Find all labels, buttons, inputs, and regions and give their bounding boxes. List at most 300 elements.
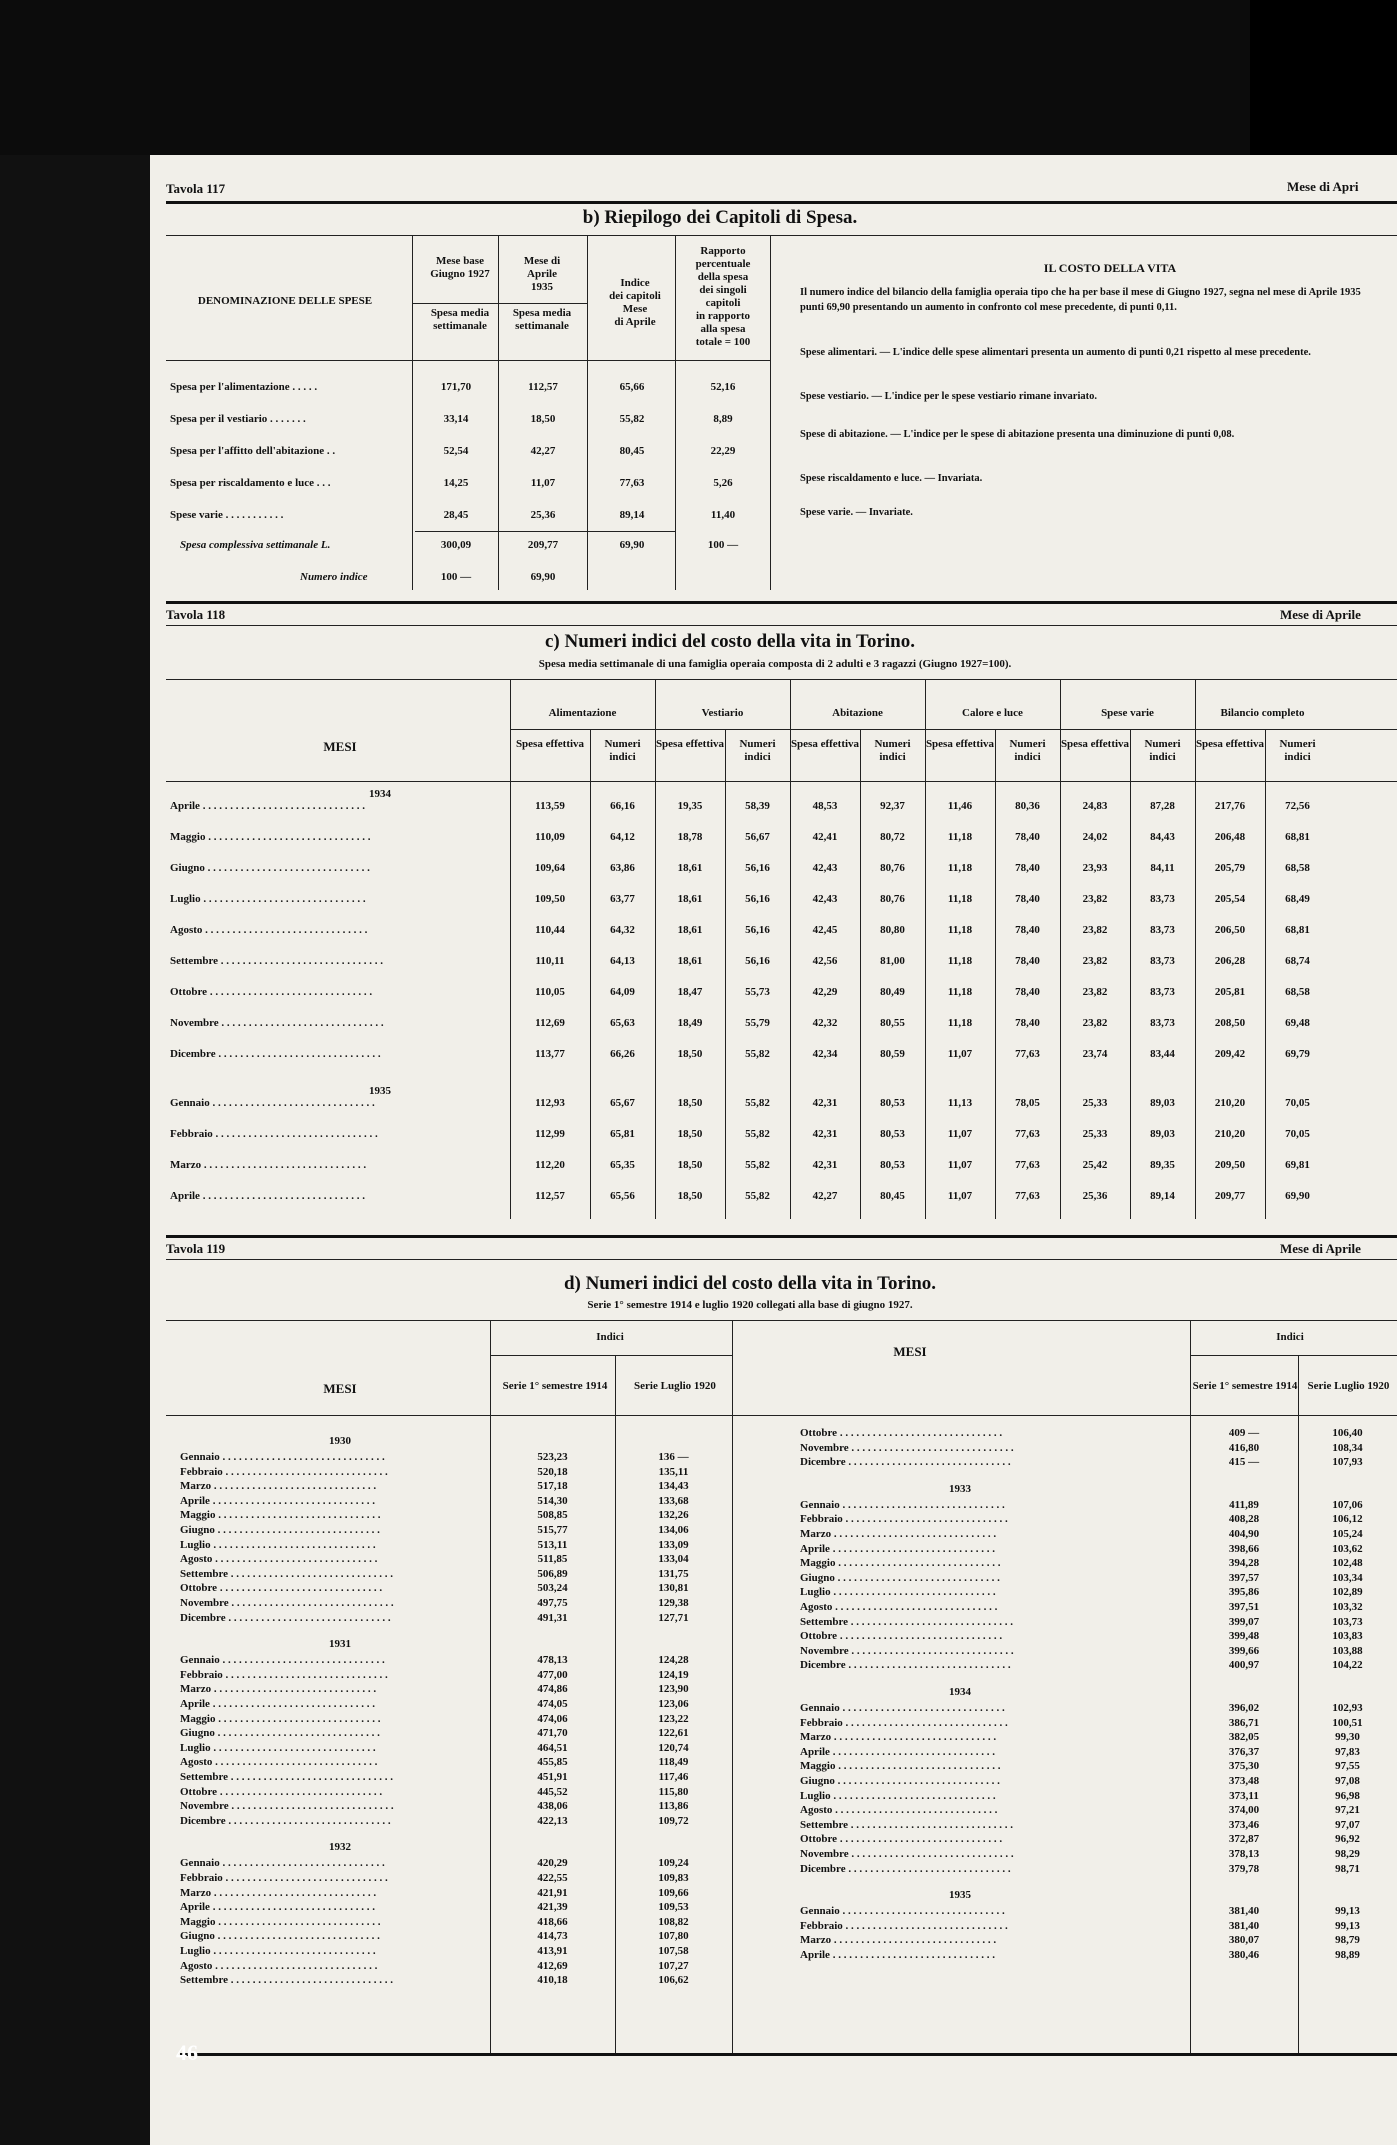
- table-cell: 106,12: [1332, 1513, 1363, 1526]
- table-cell: 63,86: [610, 862, 635, 874]
- table-cell: 115,80: [658, 1785, 689, 1798]
- table-cell: 129,38: [658, 1597, 689, 1609]
- table-cell: 83,73: [1150, 893, 1175, 905]
- note-paragraph: Il numero indice del bilancio della famiglia operaia tipo che ha per base il mese di Giugno 1927, segna nel mese di Aprile 1935 punti 69,90 presentando un aumento in confronto col mese precedente, di punti 0,11.: [800, 287, 1361, 313]
- month-label: Marzo . . . . . . . . . . . . . . . . . . . . . . . . . . . . . .: [800, 1731, 997, 1744]
- table-cell: 497,75: [537, 1597, 568, 1609]
- month-label: Agosto . . . . . . . . . . . . . . . . . . . . . . . . . . . . . .: [180, 1756, 378, 1769]
- table-cell: 110,44: [535, 924, 565, 936]
- table-cell: 84,43: [1150, 831, 1175, 843]
- sub-header-indici: Numeri indici: [1144, 738, 1181, 763]
- table-cell: 513,11: [537, 1538, 568, 1551]
- table-cell: 464,51: [537, 1741, 568, 1754]
- table-cell: 70,05: [1285, 1128, 1310, 1140]
- table-cell: 97,83: [1335, 1745, 1360, 1758]
- rule: [166, 625, 1397, 626]
- table-119-tag: Tavola 119: [166, 1241, 226, 1256]
- table-cell: 113,86: [658, 1800, 689, 1813]
- table-cell: 398,66: [1228, 1542, 1260, 1555]
- cell-indice: 69,90: [619, 539, 645, 551]
- table-cell: 112,69: [535, 1017, 565, 1029]
- cell-mese: 11,07: [530, 477, 556, 489]
- table-cell: 130,81: [658, 1582, 689, 1595]
- table-cell: 503,24: [537, 1582, 568, 1595]
- table-cell: 477,00: [537, 1668, 568, 1681]
- table-cell: 55,82: [745, 1128, 770, 1140]
- month-label: Giugno . . . . . . . . . . . . . . . . . . . . . . . . . . . . . .: [180, 1930, 380, 1943]
- col-header-indici: Indici: [596, 1331, 624, 1343]
- col-header-rapporto: in rapporto: [695, 310, 751, 322]
- cell-mese: 25,36: [530, 509, 556, 521]
- col-header-rapporto: percentuale: [695, 258, 751, 270]
- table-cell: 66,16: [610, 800, 635, 812]
- table-cell: 205,81: [1214, 986, 1246, 998]
- table-cell: 133,04: [658, 1553, 689, 1566]
- table-cell: 127,71: [658, 1611, 689, 1624]
- cell-mese: 42,27: [530, 445, 556, 457]
- month-label: Luglio . . . . . . . . . . . . . . . . . . . . . . . . . . . . . .: [800, 1789, 996, 1802]
- table-cell: 514,30: [537, 1494, 568, 1507]
- month-label: Settembre . . . . . . . . . . . . . . . . . . . . . . . . . . . . . .: [180, 1567, 394, 1580]
- table-cell: 206,50: [1214, 924, 1246, 936]
- table-cell: 420,29: [537, 1857, 568, 1870]
- table-cell: 100,51: [1332, 1716, 1363, 1729]
- cell-base: 52,54: [443, 445, 469, 457]
- table-cell: 421,39: [537, 1901, 568, 1914]
- month-label: Maggio . . . . . . . . . . . . . . . . . . . . . . . . . . . . . .: [180, 1509, 381, 1522]
- table-cell: 80,36: [1015, 800, 1040, 812]
- table-cell: 80,76: [880, 862, 905, 874]
- month-label: Febbraio . . . . . . . . . . . . . . . . . . . . . . . . . . . . . .: [180, 1668, 388, 1681]
- table-cell: 508,85: [537, 1509, 568, 1522]
- rule: [180, 2053, 1397, 2056]
- col-header-mese: Spesa media: [512, 307, 572, 319]
- table-cell: 23,74: [1082, 1048, 1108, 1060]
- table-cell: 408,28: [1228, 1513, 1260, 1526]
- table-cell: 69,90: [1285, 1190, 1310, 1202]
- table-cell: 107,58: [658, 1945, 689, 1957]
- cell-rapporto: 52,16: [710, 381, 736, 393]
- table-cell: 102,48: [1332, 1557, 1363, 1570]
- table-cell: 11,07: [947, 1128, 973, 1140]
- sub-header-indici: Numeri indici: [1279, 738, 1316, 763]
- table-cell: 133,68: [658, 1494, 689, 1507]
- table-cell: 23,82: [1082, 955, 1108, 967]
- col-header-base: settimanale: [433, 320, 487, 332]
- table-cell: 478,13: [537, 1654, 568, 1667]
- table-cell: 107,27: [658, 1959, 689, 1972]
- table-cell: 422,13: [537, 1814, 568, 1827]
- month-label: Novembre . . . . . . . . . . . . . . . . . . . . . . . . . . . . . .: [800, 1848, 1014, 1860]
- table-cell: 80,59: [880, 1048, 905, 1060]
- table-cell: 132,26: [658, 1509, 689, 1522]
- table-cell: 18,50: [677, 1159, 703, 1171]
- table-cell: 19,35: [677, 800, 703, 812]
- table-cell: 23,82: [1082, 924, 1108, 936]
- table-cell: 99,30: [1335, 1731, 1360, 1744]
- table-cell: 65,56: [610, 1190, 635, 1202]
- table-cell: 69,48: [1285, 1017, 1310, 1029]
- month-label: Marzo . . . . . . . . . . . . . . . . . . . . . . . . . . . . . .: [170, 1159, 367, 1171]
- table-cell: 78,40: [1015, 986, 1040, 998]
- month-label: Settembre . . . . . . . . . . . . . . . . . . . . . . . . . . . . . .: [180, 1771, 394, 1783]
- table-cell: 109,24: [658, 1857, 689, 1870]
- month-label: Ottobre . . . . . . . . . . . . . . . . . . . . . . . . . . . . . .: [170, 986, 373, 998]
- table-cell: 109,83: [658, 1872, 689, 1884]
- cell-mese: 209,77: [527, 539, 559, 551]
- table-cell: 55,79: [745, 1017, 770, 1029]
- table-118-tag: Tavola 118: [166, 607, 226, 622]
- table-cell: 83,73: [1150, 1017, 1175, 1029]
- table-cell: 11,07: [947, 1190, 973, 1202]
- col-header-base: Giugno 1927: [430, 268, 490, 280]
- table-cell: 110,09: [535, 831, 565, 843]
- month-label: Ottobre . . . . . . . . . . . . . . . . . . . . . . . . . . . . . .: [180, 1582, 383, 1595]
- note-paragraph: Spese varie. — Invariate.: [800, 507, 913, 518]
- table-cell: 89,14: [1150, 1190, 1175, 1202]
- table-cell: 18,50: [677, 1128, 703, 1140]
- table-cell: 208,50: [1214, 1017, 1246, 1029]
- table-cell: 80,72: [880, 831, 905, 843]
- month-label: Marzo . . . . . . . . . . . . . . . . . . . . . . . . . . . . . .: [180, 1886, 377, 1899]
- table-cell: 205,54: [1214, 893, 1246, 905]
- table-cell: 102,93: [1332, 1702, 1363, 1714]
- table-cell: 42,43: [812, 862, 838, 874]
- table-cell: 103,32: [1332, 1601, 1363, 1613]
- grid-line: [587, 235, 588, 590]
- table-cell: 112,99: [535, 1128, 565, 1140]
- table-cell: 11,07: [947, 1159, 973, 1171]
- table-cell: 78,40: [1015, 955, 1040, 967]
- table-cell: 381,40: [1228, 1905, 1260, 1918]
- note-title: IL COSTO DELLA VITA: [1043, 261, 1177, 275]
- month-label: Settembre . . . . . . . . . . . . . . . . . . . . . . . . . . . . . .: [800, 1615, 1014, 1628]
- month-label: Agosto . . . . . . . . . . . . . . . . . . . . . . . . . . . . . .: [800, 1601, 998, 1613]
- table-cell: 511,85: [537, 1553, 568, 1566]
- table-cell: 381,40: [1228, 1919, 1260, 1932]
- month-label: Ottobre . . . . . . . . . . . . . . . . . . . . . . . . . . . . . .: [180, 1785, 383, 1798]
- year-label: 1934: [369, 788, 391, 800]
- table-cell: 396,02: [1228, 1702, 1260, 1714]
- table-cell: 209,50: [1214, 1159, 1246, 1171]
- table-cell: 24,02: [1082, 831, 1108, 843]
- table-cell: 113,59: [535, 800, 565, 812]
- table-cell: 131,75: [658, 1567, 689, 1580]
- table-cell: 68,58: [1285, 862, 1310, 874]
- sub-header-spesa: Spesa effettiva: [925, 738, 995, 750]
- table-cell: 42,56: [812, 955, 838, 967]
- table-cell: 55,82: [745, 1190, 770, 1202]
- month-label: Settembre . . . . . . . . . . . . . . . . . . . . . . . . . . . . . .: [170, 955, 384, 967]
- table-cell: 11,18: [947, 986, 973, 998]
- table-cell: 80,53: [880, 1097, 905, 1109]
- table-119-title: d) Numeri indici del costo della vita in Torino.: [563, 1273, 937, 1294]
- month-label: Ottobre . . . . . . . . . . . . . . . . . . . . . . . . . . . . . .: [800, 1630, 1003, 1643]
- month-label: Novembre . . . . . . . . . . . . . . . . . . . . . . . . . . . . . .: [170, 1017, 384, 1029]
- month-label: Febbraio . . . . . . . . . . . . . . . . . . . . . . . . . . . . . .: [800, 1513, 1008, 1526]
- month-label: Dicembre . . . . . . . . . . . . . . . . . . . . . . . . . . . . . .: [170, 1048, 381, 1060]
- grid-line: [1190, 1355, 1397, 1356]
- table-cell: 42,31: [812, 1159, 838, 1171]
- table-cell: 11,07: [947, 1048, 973, 1060]
- table-cell: 103,34: [1332, 1571, 1363, 1584]
- table-cell: 98,79: [1335, 1934, 1360, 1947]
- table-cell: 11,13: [947, 1097, 973, 1109]
- month-label: Ottobre . . . . . . . . . . . . . . . . . . . . . . . . . . . . . .: [800, 1427, 1003, 1439]
- table-cell: 378,13: [1228, 1848, 1260, 1860]
- table-cell: 96,98: [1335, 1789, 1360, 1802]
- table-cell: 375,30: [1228, 1760, 1260, 1773]
- row-label: Numero indice: [300, 571, 368, 583]
- table-cell: 89,03: [1150, 1128, 1175, 1140]
- table-cell: 372,87: [1228, 1833, 1260, 1846]
- table-cell: 474,06: [537, 1712, 568, 1725]
- col-header-mese: Aprile: [527, 268, 557, 280]
- table-cell: 80,76: [880, 893, 905, 905]
- cell-mese: 18,50: [530, 413, 556, 425]
- table-cell: 409 —: [1228, 1427, 1260, 1439]
- table-cell: 11,18: [947, 831, 973, 843]
- table-cell: 411,89: [1229, 1498, 1259, 1511]
- col-header-indice: Indice: [620, 277, 650, 289]
- month-label: Agosto . . . . . . . . . . . . . . . . . . . . . . . . . . . . . .: [180, 1553, 378, 1566]
- cell-rapporto: 5,26: [713, 477, 733, 489]
- cell-rapporto: 100 —: [707, 539, 739, 551]
- table-cell: 65,35: [610, 1159, 635, 1171]
- table-cell: 42,29: [812, 986, 838, 998]
- table-cell: 68,58: [1285, 986, 1310, 998]
- table-cell: 80,49: [880, 986, 905, 998]
- rule: [166, 679, 1397, 680]
- month-label: Gennaio . . . . . . . . . . . . . . . . . . . . . . . . . . . . . .: [180, 1451, 385, 1463]
- rule: [166, 1320, 1397, 1321]
- table-cell: 445,52: [537, 1785, 568, 1798]
- col-group-header: Calore e luce: [962, 707, 1023, 719]
- table-cell: 66,26: [610, 1048, 635, 1060]
- table-cell: 65,67: [610, 1097, 635, 1109]
- table-cell: 80,80: [880, 924, 905, 936]
- month-label: Ottobre . . . . . . . . . . . . . . . . . . . . . . . . . . . . . .: [800, 1833, 1003, 1846]
- table-cell: 25,36: [1082, 1190, 1108, 1202]
- table-cell: 134,43: [658, 1480, 689, 1493]
- table-cell: 103,73: [1332, 1615, 1363, 1628]
- table-cell: 515,77: [537, 1524, 568, 1536]
- table-cell: 123,22: [658, 1712, 689, 1725]
- month-label: Giugno . . . . . . . . . . . . . . . . . . . . . . . . . . . . . .: [800, 1775, 1000, 1787]
- month-label: Luglio . . . . . . . . . . . . . . . . . . . . . . . . . . . . . .: [180, 1741, 376, 1754]
- table-cell: 416,80: [1228, 1441, 1260, 1454]
- month-label: Maggio . . . . . . . . . . . . . . . . . . . . . . . . . . . . . .: [800, 1557, 1001, 1570]
- cell-rapporto: 11,40: [710, 509, 736, 521]
- col-header-rapporto: capitoli: [705, 297, 741, 309]
- table-cell: 400,97: [1228, 1659, 1260, 1672]
- month-label: Febbraio . . . . . . . . . . . . . . . . . . . . . . . . . . . . . .: [180, 1872, 388, 1884]
- table-cell: 210,20: [1214, 1097, 1246, 1109]
- table-cell: 399,66: [1228, 1644, 1260, 1657]
- table-cell: 89,03: [1150, 1097, 1175, 1109]
- table-cell: 117,46: [658, 1771, 689, 1783]
- table-cell: 97,08: [1335, 1775, 1360, 1787]
- table-117-tag: Tavola 117: [166, 181, 226, 196]
- table-cell: 206,28: [1214, 955, 1246, 967]
- col-header-indice: dei capitoli: [609, 290, 661, 302]
- col-group-header: Alimentazione: [548, 707, 617, 719]
- table-cell: 124,28: [658, 1654, 689, 1667]
- table-cell: 56,67: [745, 831, 770, 843]
- table-cell: 455,85: [537, 1756, 568, 1769]
- cell-indice: 65,66: [619, 381, 645, 393]
- year-label: 1930: [329, 1435, 351, 1447]
- table-cell: 410,18: [537, 1974, 568, 1987]
- table-cell: 83,73: [1150, 924, 1175, 936]
- table-cell: 83,73: [1150, 986, 1175, 998]
- sub-header-indici: Numeri indici: [739, 738, 776, 763]
- month-label: Dicembre . . . . . . . . . . . . . . . . . . . . . . . . . . . . . .: [800, 1862, 1011, 1875]
- month-label: Luglio . . . . . . . . . . . . . . . . . . . . . . . . . . . . . .: [800, 1586, 996, 1599]
- table-cell: 84,11: [1150, 862, 1175, 874]
- month-label: Luglio . . . . . . . . . . . . . . . . . . . . . . . . . . . . . .: [170, 893, 366, 905]
- col-header-mesi: MESI: [893, 1344, 927, 1359]
- col-header-rapporto: Rapporto: [700, 245, 746, 257]
- table-cell: 104,22: [1332, 1659, 1363, 1672]
- month-label: Marzo . . . . . . . . . . . . . . . . . . . . . . . . . . . . . .: [180, 1683, 377, 1696]
- sub-header-spesa: Spesa effettiva: [515, 738, 585, 750]
- grid-line: [490, 1355, 732, 1356]
- month-label: Dicembre . . . . . . . . . . . . . . . . . . . . . . . . . . . . . .: [800, 1456, 1011, 1469]
- month-label: Febbraio . . . . . . . . . . . . . . . . . . . . . . . . . . . . . .: [180, 1465, 388, 1478]
- table-cell: 77,63: [1015, 1190, 1040, 1202]
- table-cell: 78,40: [1015, 924, 1040, 936]
- table-cell: 68,49: [1285, 893, 1310, 905]
- month-label: Aprile . . . . . . . . . . . . . . . . . . . . . . . . . . . . . .: [180, 1901, 375, 1914]
- table-cell: 380,46: [1228, 1949, 1260, 1961]
- table-cell: 11,46: [947, 800, 973, 812]
- cell-rapporto: 22,29: [710, 445, 736, 457]
- table-118-month-tag: Mese di Aprile: [1280, 607, 1361, 622]
- col-header-mesi: MESI: [323, 739, 357, 754]
- month-label: Marzo . . . . . . . . . . . . . . . . . . . . . . . . . . . . . .: [800, 1934, 997, 1947]
- table-cell: 11,18: [947, 924, 973, 936]
- table-cell: 89,35: [1150, 1159, 1175, 1171]
- year-label: 1931: [329, 1638, 351, 1651]
- table-cell: 63,77: [610, 893, 635, 905]
- table-cell: 112,57: [535, 1190, 565, 1202]
- grid-line: [412, 303, 587, 304]
- table-cell: 98,89: [1335, 1949, 1360, 1961]
- month-label: Giugno . . . . . . . . . . . . . . . . . . . . . . . . . . . . . .: [180, 1727, 380, 1740]
- rule: [796, 235, 1397, 236]
- table-cell: 98,29: [1335, 1848, 1360, 1860]
- cell-rapporto: 8,89: [713, 413, 733, 425]
- table-cell: 11,18: [947, 1017, 973, 1029]
- col-header-serie-a: Serie 1° semestre 1914: [1192, 1380, 1298, 1392]
- col-header-rapporto: dei singoli: [699, 284, 747, 296]
- table-cell: 133,09: [658, 1538, 689, 1551]
- table-cell: 80,53: [880, 1159, 905, 1171]
- table-cell: 112,93: [535, 1097, 565, 1109]
- table-cell: 112,20: [535, 1159, 565, 1171]
- table-cell: 18,50: [677, 1190, 703, 1202]
- table-cell: 474,86: [537, 1683, 568, 1696]
- col-header-serie-a: Serie 1° semestre 1914: [502, 1380, 608, 1392]
- table-cell: 23,82: [1082, 986, 1108, 998]
- table-cell: 109,66: [658, 1886, 689, 1899]
- table-cell: 110,05: [535, 986, 565, 998]
- table-cell: 78,05: [1015, 1097, 1040, 1109]
- table-cell: 18,61: [677, 924, 703, 936]
- table-cell: 78,40: [1015, 862, 1040, 874]
- col-group-header: Abitazione: [832, 707, 883, 719]
- month-label: Aprile . . . . . . . . . . . . . . . . . . . . . . . . . . . . . .: [800, 1542, 995, 1555]
- month-label: Maggio . . . . . . . . . . . . . . . . . . . . . . . . . . . . . .: [800, 1760, 1001, 1773]
- col-header-mese: settimanale: [515, 320, 569, 332]
- year-label: 1932: [329, 1841, 351, 1854]
- month-label: Luglio . . . . . . . . . . . . . . . . . . . . . . . . . . . . . .: [180, 1538, 376, 1551]
- table-cell: 380,07: [1228, 1934, 1260, 1947]
- table-cell: 135,11: [658, 1465, 689, 1478]
- row-label: Spesa per l'alimentazione . . . . .: [170, 381, 318, 393]
- table-cell: 474,05: [537, 1698, 568, 1710]
- cell-indice: 80,45: [619, 445, 645, 457]
- table-cell: 42,45: [812, 924, 838, 936]
- grid-line: [732, 1320, 733, 2053]
- table-cell: 80,45: [880, 1190, 905, 1202]
- table-cell: 56,16: [745, 924, 770, 936]
- col-header-rapporto: alla spesa: [700, 323, 746, 335]
- grid-line: [415, 531, 675, 532]
- cell-mese: 112,57: [528, 381, 558, 393]
- note-paragraph: Spese riscaldamento e luce. — Invariata.: [800, 473, 983, 484]
- table-cell: 105,24: [1332, 1528, 1363, 1540]
- table-cell: 18,61: [677, 893, 703, 905]
- table-cell: 438,06: [537, 1800, 568, 1813]
- sub-header-spesa: Spesa effettiva: [790, 738, 860, 750]
- month-label: Agosto . . . . . . . . . . . . . . . . . . . . . . . . . . . . . .: [180, 1959, 378, 1972]
- table-cell: 65,81: [610, 1128, 635, 1140]
- table-cell: 397,51: [1228, 1601, 1260, 1613]
- row-label: Spesa per riscaldamento e luce . . .: [170, 477, 331, 489]
- table-cell: 42,43: [812, 893, 838, 905]
- table-cell: 376,37: [1228, 1745, 1260, 1758]
- cell-base: 14,25: [443, 477, 469, 489]
- month-label: Marzo . . . . . . . . . . . . . . . . . . . . . . . . . . . . . .: [180, 1480, 377, 1493]
- table-cell: 107,06: [1332, 1498, 1363, 1511]
- table-cell: 97,21: [1335, 1804, 1360, 1817]
- month-label: Agosto . . . . . . . . . . . . . . . . . . . . . . . . . . . . . .: [170, 924, 368, 936]
- table-cell: 18,50: [677, 1048, 703, 1060]
- month-label: Gennaio . . . . . . . . . . . . . . . . . . . . . . . . . . . . . .: [170, 1097, 375, 1109]
- month-label: Gennaio . . . . . . . . . . . . . . . . . . . . . . . . . . . . . .: [180, 1857, 385, 1870]
- table-cell: 109,50: [534, 893, 566, 905]
- table-cell: 109,53: [658, 1901, 689, 1914]
- table-cell: 42,41: [812, 831, 838, 843]
- month-label: Aprile . . . . . . . . . . . . . . . . . . . . . . . . . . . . . .: [170, 800, 365, 812]
- table-cell: 379,78: [1228, 1862, 1260, 1875]
- table-cell: 520,18: [537, 1465, 568, 1478]
- col-header-rapporto: della spesa: [697, 271, 749, 283]
- sub-header-spesa: Spesa effettiva: [1195, 738, 1265, 750]
- month-label: Maggio . . . . . . . . . . . . . . . . . . . . . . . . . . . . . .: [180, 1915, 381, 1928]
- table-cell: 55,82: [745, 1159, 770, 1171]
- table-118-title: c) Numeri indici del costo della vita in Torino.: [545, 631, 915, 652]
- grid-line: [412, 235, 413, 590]
- month-label: Giugno . . . . . . . . . . . . . . . . . . . . . . . . . . . . . .: [180, 1524, 380, 1536]
- document-page: [150, 155, 1397, 2145]
- cell-base: 171,70: [440, 381, 472, 393]
- month-label: Agosto . . . . . . . . . . . . . . . . . . . . . . . . . . . . . .: [800, 1804, 998, 1817]
- table-cell: 55,82: [745, 1097, 770, 1109]
- col-header-serie-b: Serie Luglio 1920: [1307, 1380, 1390, 1392]
